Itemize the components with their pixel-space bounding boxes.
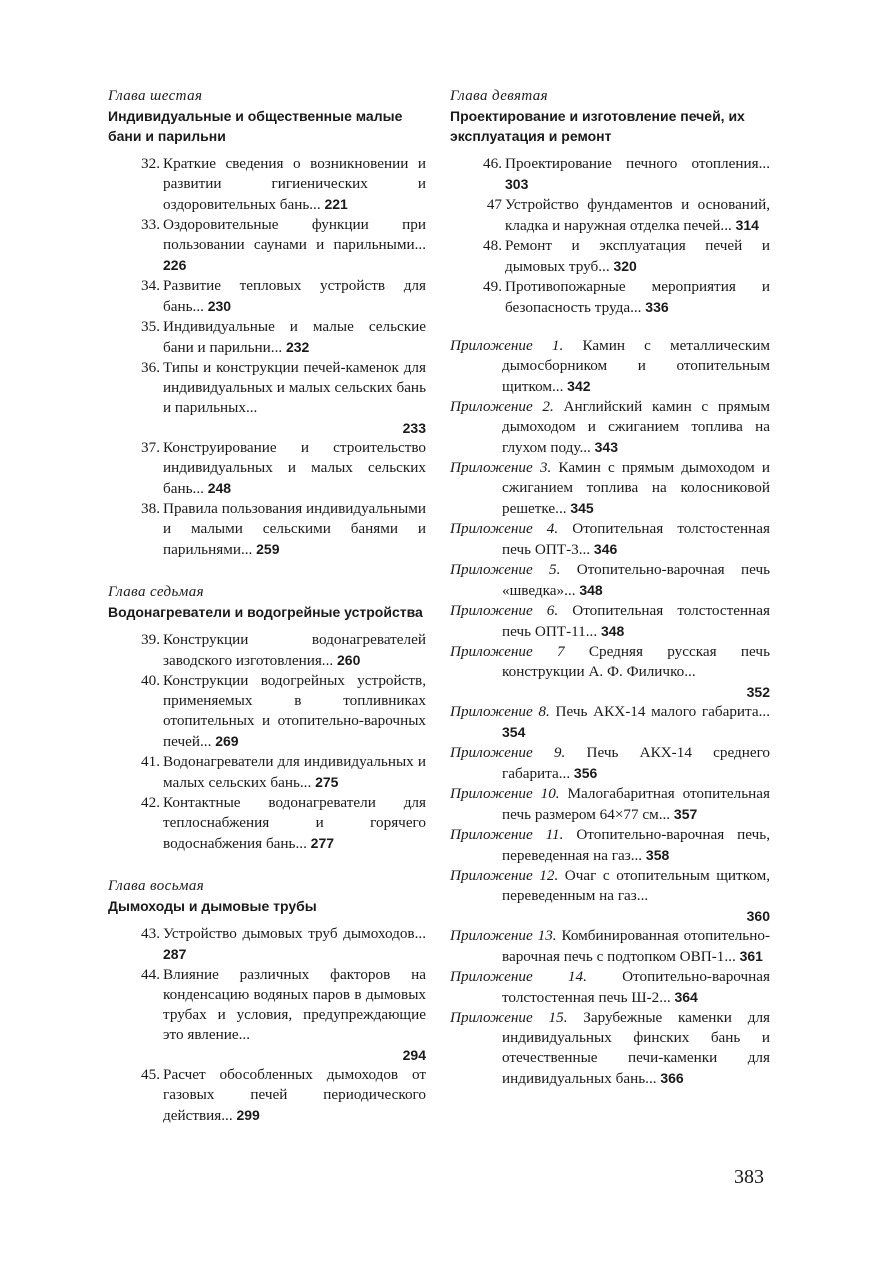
chapter-6 <box>108 86 426 560</box>
entry-page: 269 <box>215 733 239 749</box>
entry-text: Противопожарные мероприятия и безопасность труда... <box>505 278 770 316</box>
appendix-entry[interactable] <box>450 926 770 967</box>
appendix-entry[interactable] <box>450 642 770 702</box>
appendix-text: Камин с металлическим дымосборником и отопительным щитком... <box>502 337 771 395</box>
chapter-9 <box>450 86 770 1089</box>
chapter-7 <box>108 582 426 854</box>
entry-text: Оздоровительные функции при пользовании саунами и парильными... <box>163 216 426 253</box>
entry-number: 46. <box>483 155 502 172</box>
appendix-text: Отопительная толстостенная печь ОПТ-11... <box>502 602 770 640</box>
entry-page: 336 <box>645 299 669 315</box>
entry-text: Устройство дымовых труб дымоходов... <box>163 925 426 942</box>
appendix-label: Приложение 3. <box>450 459 552 476</box>
entry-page: 287 <box>163 946 187 962</box>
appendix-page: 352 <box>746 684 770 700</box>
appendix-entry[interactable] <box>450 336 770 397</box>
entry-number: 32. <box>141 155 160 172</box>
appendix-entry[interactable] <box>450 560 770 601</box>
entry-text: Типы и конструкции печей-каменок для индивидуальных и малых сельских бань и парильных... <box>163 359 426 416</box>
toc-right-column <box>450 86 770 1111</box>
entry-text: Развитие тепловых устройств для бань... <box>163 277 426 315</box>
toc-left-column <box>108 86 426 1148</box>
appendix-label: Приложение 12. <box>450 867 559 884</box>
entry-number: 47 <box>486 196 502 213</box>
appendix-page: 348 <box>600 623 625 639</box>
appendix-text: Отопительно-варочная печь «шведка»... <box>502 561 771 599</box>
appendix-entry[interactable] <box>450 825 770 866</box>
chapter-label: Глава девятая <box>450 88 549 104</box>
toc-entry[interactable] <box>108 215 426 276</box>
appendix-text: Средняя русская печь конструкции А. Ф. Филичко... <box>502 643 770 680</box>
appendix-text: Английский камин с прямым дымоходом и сжиганием топлива на глухом поду... <box>502 398 770 456</box>
entry-text: Влияние различных факторов на конденсацию водяных паров в дымовых трубах и условия, предупреждающие это явление... <box>163 966 426 1043</box>
chapter-8 <box>108 876 426 1126</box>
entry-number: 41. <box>141 753 160 770</box>
appendix-label: Приложение 7 <box>450 643 565 660</box>
entry-number: 36. <box>141 359 160 376</box>
toc-entry[interactable] <box>108 317 426 358</box>
entry-page: 294 <box>402 1047 426 1063</box>
entry-page: 221 <box>324 196 348 212</box>
entry-page: 303 <box>505 176 529 192</box>
entry-number: 38. <box>141 500 160 517</box>
entry-number: 35. <box>141 318 160 335</box>
appendix-page: 348 <box>579 582 603 598</box>
entry-page: 259 <box>256 541 280 557</box>
chapter-label: Глава седьмая <box>108 584 205 600</box>
appendix-entry[interactable] <box>450 1008 770 1089</box>
appendix-entry[interactable] <box>450 519 770 560</box>
entry-text: Конструкции водонагревателей заводского изготовления... <box>163 631 426 669</box>
entry-number: 33. <box>141 216 160 233</box>
page-number: 383 <box>734 1166 764 1188</box>
toc-entry[interactable] <box>108 671 426 752</box>
chapter-title: Дымоходы и дымовые трубы <box>108 898 317 914</box>
entry-text: Расчет обособленных дымоходов от газовых печей периодического действия... <box>163 1066 426 1124</box>
appendix-entry[interactable] <box>450 458 770 519</box>
entry-page: 275 <box>315 774 339 790</box>
entry-text: Краткие сведения о возникновении и развитии гигиенических и оздоровительных бань... <box>163 155 426 213</box>
appendix-label: Приложение 6. <box>450 602 559 619</box>
chapter-label: Глава восьмая <box>108 878 205 894</box>
entry-text: Водонагреватели для индивидуальных и малых сельских бань... <box>163 753 426 791</box>
toc-entry[interactable] <box>108 630 426 671</box>
appendix-text: Печь АКХ-14 малого габарита... <box>555 703 771 720</box>
entry-page: 320 <box>613 258 637 274</box>
appendix-label: Приложение 13. <box>450 927 557 944</box>
entry-number: 42. <box>141 794 160 811</box>
toc-entry[interactable] <box>108 276 426 317</box>
appendix-entry[interactable] <box>450 601 770 642</box>
appendix-list <box>450 336 770 1089</box>
appendix-entry[interactable] <box>450 743 770 784</box>
appendix-page: 346 <box>593 541 618 557</box>
toc-entry[interactable] <box>450 195 770 236</box>
appendix-text: Малогабаритная отопительная печь размером 64×77 см... <box>502 785 770 823</box>
toc-entry[interactable] <box>108 965 426 1065</box>
entry-number: 43. <box>141 925 160 942</box>
toc-entry[interactable] <box>108 438 426 499</box>
appendix-label: Приложение 1. <box>450 337 564 354</box>
entry-text: Конструкции водогрейных устройств, применяемых в топливниках отопительных и отопительно-варочных печей... <box>163 672 426 750</box>
entry-number: 37. <box>141 439 160 456</box>
toc-entry[interactable] <box>108 793 426 854</box>
appendix-label: Приложение 14. <box>450 968 587 985</box>
appendix-label: Приложение 9. <box>450 744 566 761</box>
toc-entry[interactable] <box>108 752 426 793</box>
appendix-text: Отопительная толстостенная печь ОПТ-3... <box>502 520 770 558</box>
appendix-entry[interactable] <box>450 967 770 1008</box>
appendix-page: 366 <box>660 1070 684 1086</box>
entry-page: 226 <box>163 257 187 273</box>
appendix-text: Отопительно-варочная толстостенная печь Ш-2... <box>502 968 770 1006</box>
entry-page: 277 <box>310 835 335 851</box>
appendix-page: 345 <box>570 500 594 516</box>
entry-number: 44. <box>141 966 160 983</box>
chapter-title: Индивидуальные и общественные малые бани и парильни <box>108 108 403 144</box>
chapter-title: Водонагреватели и водогрейные устройства <box>108 604 423 620</box>
entry-text: Контактные водонагреватели для теплоснабжения и горячего водоснабжения бань... <box>163 794 426 852</box>
entry-page: 314 <box>735 217 759 233</box>
toc-entry[interactable] <box>108 1065 426 1126</box>
appendix-page: 354 <box>502 724 526 740</box>
appendix-entry[interactable] <box>450 702 770 743</box>
appendix-page: 358 <box>645 847 670 863</box>
appendix-text: Камин с прямым дымоходом и сжиганием топлива на колосниковой решетке... <box>502 459 771 517</box>
appendix-page: 361 <box>739 948 763 964</box>
appendix-entry[interactable] <box>450 784 770 825</box>
toc-entry[interactable] <box>450 154 770 195</box>
appendix-page: 357 <box>673 806 698 822</box>
appendix-entry[interactable] <box>450 397 770 458</box>
entry-text: Правила пользования индивидуальными и малыми сельскими банями и парильнями... <box>163 500 426 558</box>
entry-page: 233 <box>402 420 426 436</box>
entry-text: Индивидуальные и малые сельские бани и парильни... <box>163 318 426 356</box>
appendix-label: Приложение 10. <box>450 785 560 802</box>
toc-entry[interactable] <box>450 236 770 277</box>
appendix-text: Комбинированная отопительно-варочная печь с подтопком ОВП-1... <box>502 927 770 965</box>
appendix-label: Приложение 4. <box>450 520 559 537</box>
entry-text: Устройство фундаментов и оснований, кладка и наружная отделка печей... <box>505 196 770 234</box>
entry-text: Конструирование и строительство индивидуальных и малых сельских бань... <box>163 439 426 497</box>
entry-page: 248 <box>207 480 232 496</box>
appendix-entry[interactable] <box>450 866 770 926</box>
appendix-text: Зарубежные каменки для индивидуальных финских бань и отечественные печи-каменки для индивидуальных бань... <box>502 1009 771 1087</box>
chapter-label: Глава шестая <box>108 88 203 104</box>
toc-entry[interactable] <box>108 358 426 438</box>
appendix-text: Очаг с отопительным щитком, переведенным на газ... <box>502 867 771 904</box>
entry-number: 48. <box>483 237 502 254</box>
toc-entry[interactable] <box>108 154 426 215</box>
entry-page: 260 <box>337 652 361 668</box>
entry-number: 34. <box>141 277 160 294</box>
appendix-label: Приложение 11. <box>450 826 564 843</box>
appendix-label: Приложение 15. <box>450 1009 568 1026</box>
appendix-text: Печь АКХ-14 среднего габарита... <box>502 744 771 782</box>
entry-page: 230 <box>207 298 232 314</box>
entry-page: 232 <box>285 339 310 355</box>
toc-entry[interactable] <box>450 277 770 318</box>
entry-page: 299 <box>236 1107 260 1123</box>
appendix-page: 343 <box>594 439 618 455</box>
appendix-page: 342 <box>567 378 591 394</box>
appendix-page: 356 <box>573 765 598 781</box>
appendix-label: Приложение 8. <box>450 703 550 720</box>
entry-text: Проектирование печного отопления... <box>505 155 770 172</box>
entry-number: 49. <box>483 278 502 295</box>
appendix-label: Приложение 2. <box>450 398 554 415</box>
entry-number: 40. <box>141 672 160 689</box>
toc-entry[interactable] <box>108 499 426 560</box>
chapter-title: Проектирование и изготовление печей, их эксплуатация и ремонт <box>450 108 745 144</box>
toc-entry[interactable] <box>108 924 426 965</box>
appendix-label: Приложение 5. <box>450 561 561 578</box>
entry-number: 39. <box>141 631 160 648</box>
entry-text: Ремонт и эксплуатация печей и дымовых труб... <box>505 237 770 275</box>
appendix-page: 364 <box>674 989 698 1005</box>
appendix-page: 360 <box>746 908 770 924</box>
entry-number: 45. <box>141 1066 160 1083</box>
appendix-text: Отопительно-варочная печь, переведенная на газ... <box>502 826 770 864</box>
